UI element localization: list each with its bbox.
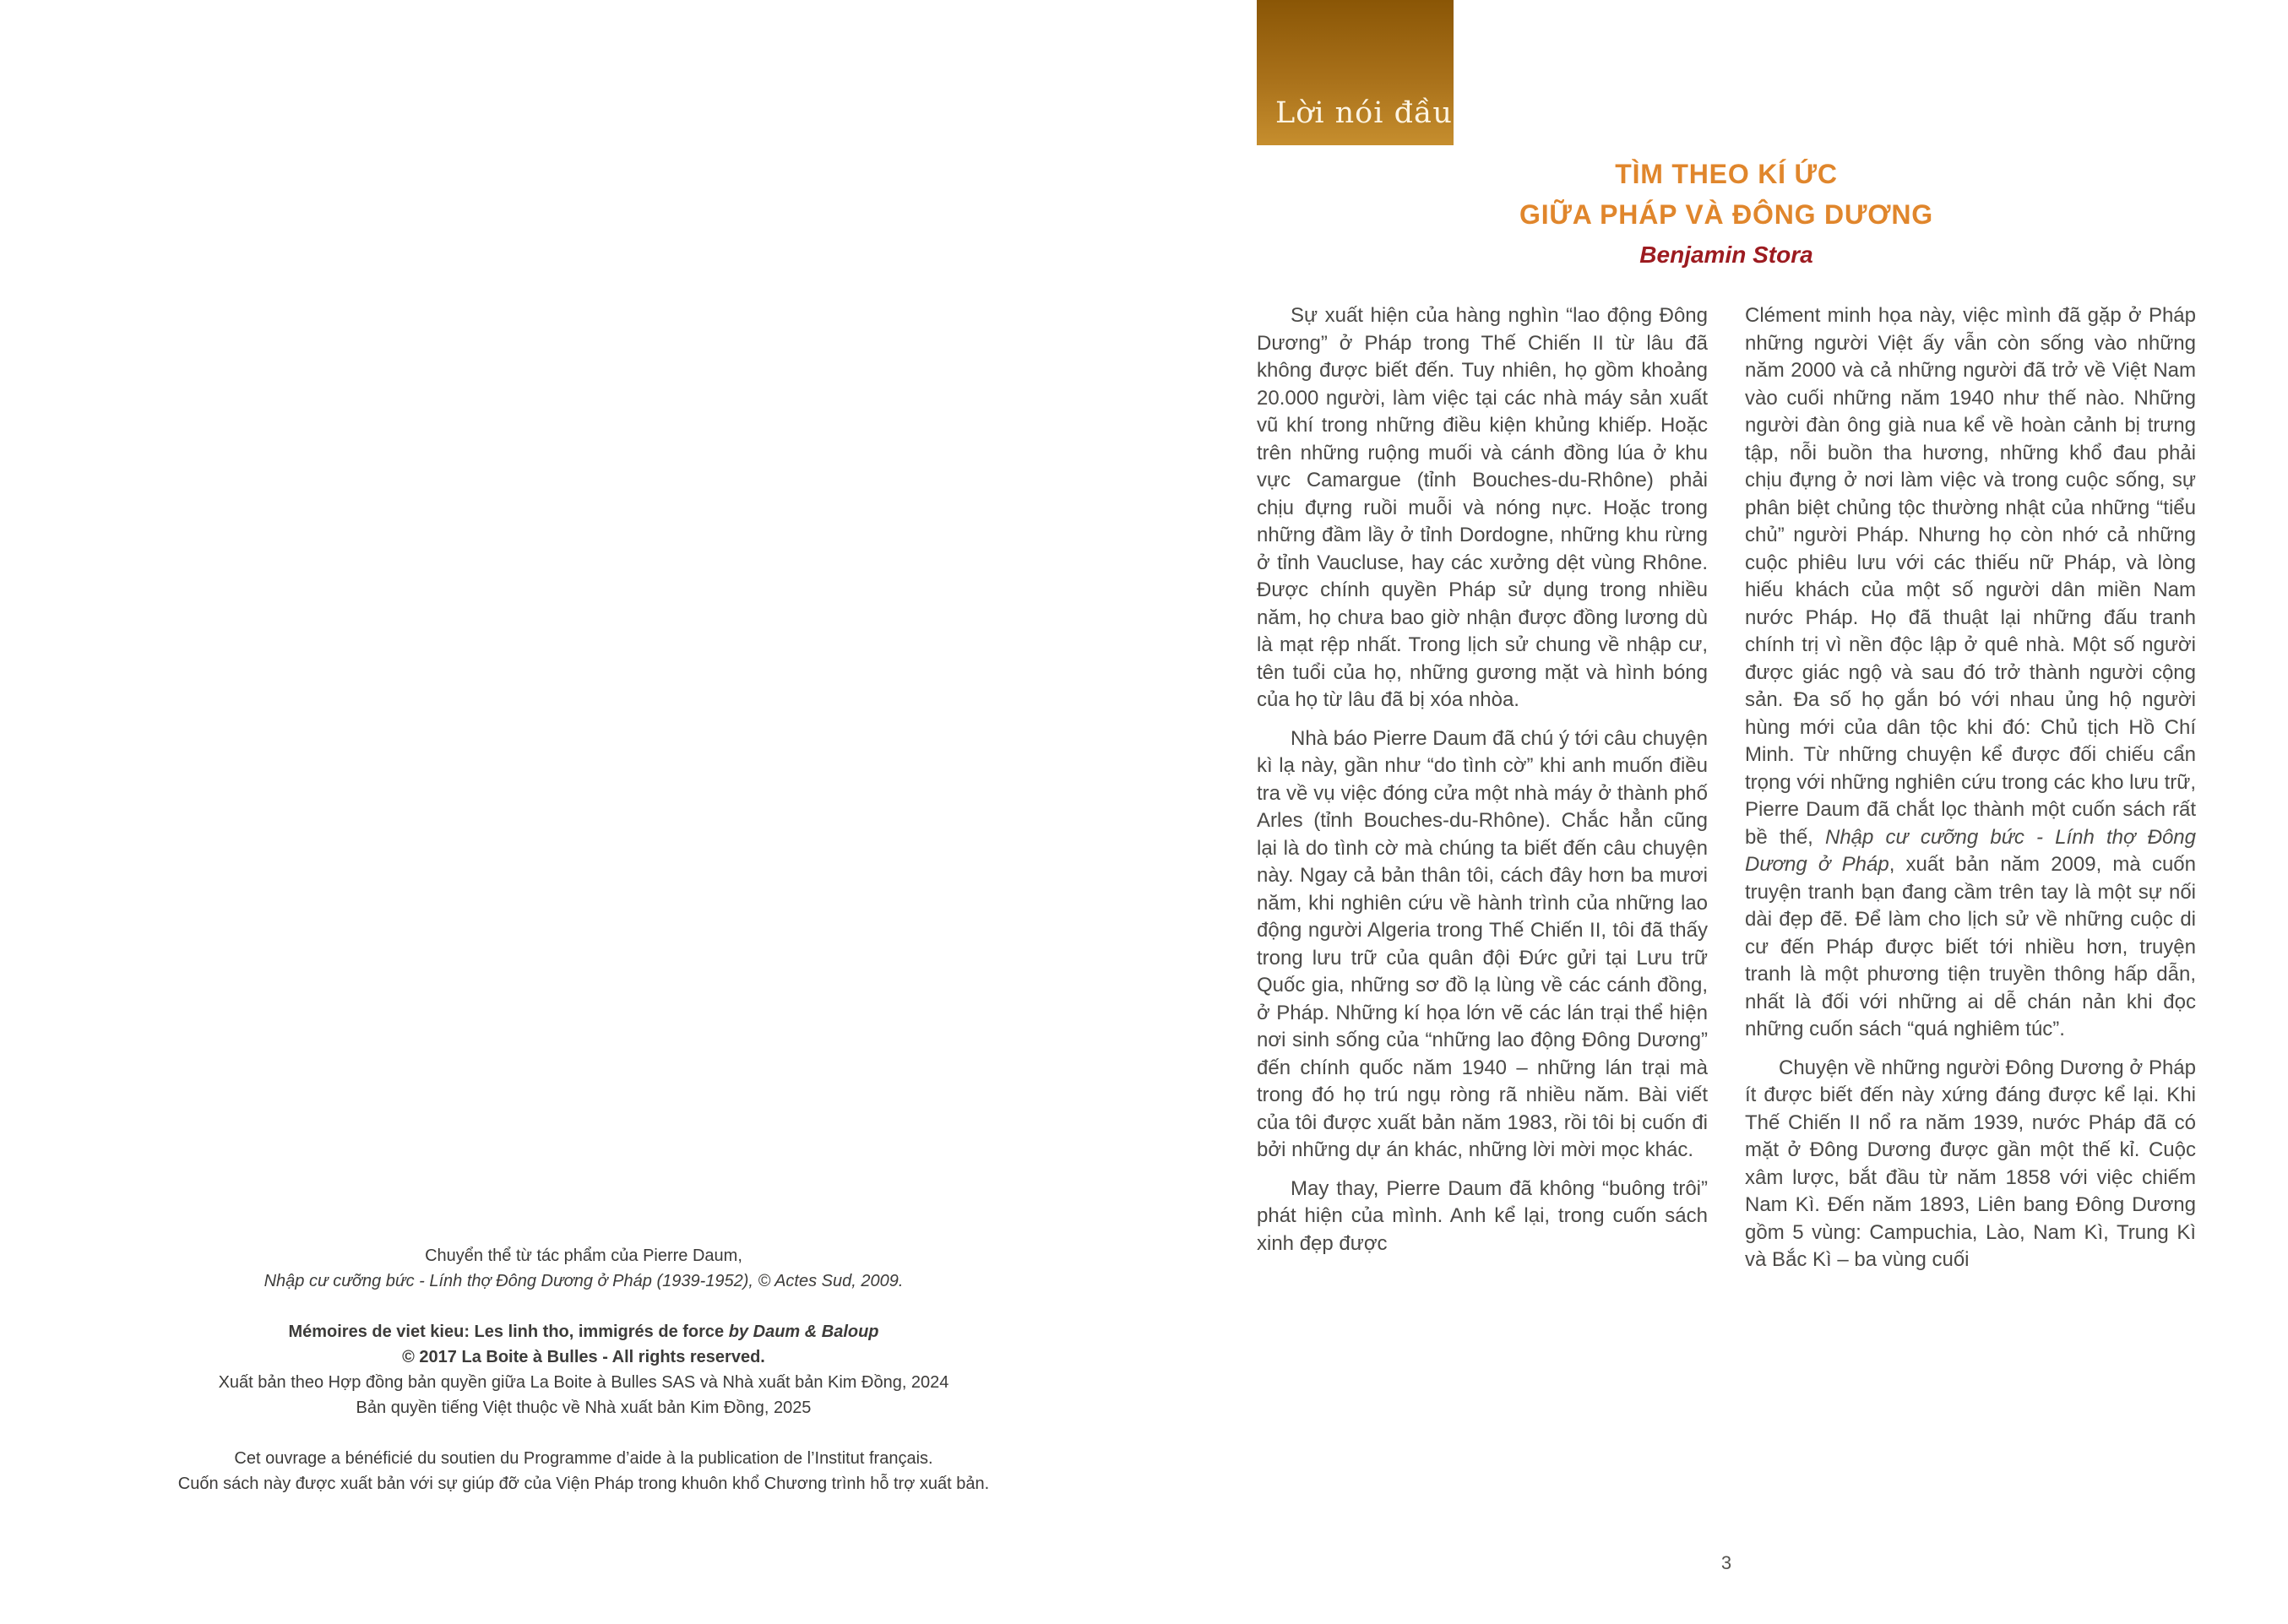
text-run: Chuyện về những người Đông Dương ở Pháp ít được biết đến này xứng đáng được kể lại. Khi Thế Chiến II nổ ra năm 1939, nước Pháp đã có mặt ở Đông Dương được gần một thế kỉ. Cuộc xâm lược, bắt đầu từ năm 1858 với việc chiếm Nam Kì. Đến năm 1893, Liên bang Đông Dương gồm 5 vùng: Campuchia, Lào, Nam Kì, Trung Kì và Bắc Kì – ba vùng cuối — [1745, 1056, 2196, 1271]
text-run: Mémoires de viet kieu: Les linh tho, immigrés de force — [288, 1323, 729, 1341]
credit-group — [84, 1243, 1083, 1294]
text-run: Cet ouvrage a bénéficié du soutien du Programme d’aide à la publication de l’Institut français. — [234, 1449, 933, 1468]
chapter-tab — [1257, 0, 1454, 145]
credit-line — [84, 1344, 1083, 1370]
credit-group — [84, 1319, 1083, 1420]
text-run: by — [728, 1323, 753, 1341]
text-run: Bản quyền tiếng Việt thuộc về Nhà xuất bản Kim Đồng, 2025 — [356, 1399, 812, 1417]
body-paragraph — [1257, 1176, 1708, 1258]
text-run: Nhập cư cưỡng bức - Lính thợ Đông Dương ở Pháp — [1745, 825, 2197, 876]
credit-group — [84, 1446, 1083, 1496]
text-run: Nhập cư cưỡng bức - Lính thợ Đông Dương ở Pháp (1939-1952) — [264, 1272, 749, 1290]
text-run: , xuất bản năm 2009, mà cuốn truyện tranh bạn đang cầm trên tay là một sự nối dài đẹp đẽ. Để làm cho lịch sử về những cuộc di cư đến Pháp được biết tới nhiều hơn, truyện tranh là một phương tiện truyền thông hấp dẫn, nhất là đối với những ai dễ chán nản khi đọc những cuốn sách “quá nghiêm túc”. — [1745, 853, 2197, 1040]
text-column-right — [1745, 302, 2196, 1285]
text-column-left — [1257, 302, 1708, 1285]
title-line-2: GIỮA PHÁP VÀ ĐÔNG DƯƠNG — [1519, 199, 1933, 230]
credit-line — [84, 1471, 1083, 1496]
text-run: Clément minh họa này, việc mình đã gặp ở Pháp những người Việt ấy vẫn còn sống vào những năm 2000 và cả những người đã trở về Việt Nam vào cuối những năm 1940 như thế nào. Những người đàn ông già nua kể về hoàn cảnh bị trưng tập, nỗi buồn tha hương, những khổ đau phải chịu đựng ở nơi làm việc và trong cuộc sống, sự phân biệt chủng tộc thường nhật của những “tiểu chủ” người Pháp. Nhưng họ còn nhớ cả những cuộc phiêu lưu với các thiếu nữ Pháp, và lòng hiếu khách của một số người dân miền Nam nước Pháp. Họ đã thuật lại những đấu tranh chính trị vì nền độc lập ở quê nhà. Một số người được giác ngộ và sau đó trở thành người cộng sản. Đa số họ gắn bó với nhau ủng hộ người hùng mới của dân tộc khi đó: Chủ tịch Hồ Chí Minh. Từ những chuyện kể được đối chiếu cẩn trọng với những nghiên cứu trong các kho lưu trữ, Pierre Daum đã chắt lọc thành một cuốn sách rất bề thế, — [1745, 304, 2196, 849]
chapter-title — [1257, 154, 2196, 235]
body-columns — [1257, 302, 2196, 1285]
page-number: 3 — [1720, 1552, 1732, 1573]
text-run: Nhà báo Pierre Daum đã chú ý tới câu chuyện kì lạ này, gần như “do tình cờ” khi anh muốn điều tra về vụ việc đóng cửa một nhà máy ở thành phố Arles (tỉnh Bouches-du-Rhône). Chắc hẳn cũng lại là do tình cờ mà chúng ta biết đến câu chuyện này. Ngay cả bản thân tôi, cách đây hơn ba mươi năm, khi nghiên cứu về hành trình của những lao động người Algeria trong Thế Chiến II, tôi đã thấy trong lưu trữ của quân đội Đức gửi tại Lưu trữ Quốc gia, những sơ đồ lạ lùng về các cánh đồng, ở Pháp. Những kí họa lớn vẽ các lán trại thể hiện nơi sinh sống của “những lao động Đông Dương” đến chính quốc năm 1940 – những lán trại mà trong đó họ trú ngụ ròng rã nhiều năm. Bài viết của tôi được xuất bản năm 1983, rồi tôi bị cuốn đi bởi những dự án khác, những lời mời mọc khác. — [1257, 726, 1708, 1161]
text-run: Cuốn sách này được xuất bản với sự giúp đỡ của Viện Pháp trong khuôn khổ Chương trình hỗ trợ xuất bản. — [177, 1475, 990, 1493]
title-line-1: TÌM THEO KÍ ỨC — [1615, 159, 1838, 189]
body-paragraph — [1745, 302, 2196, 1044]
credit-line — [84, 1268, 1083, 1294]
text-run: Xuất bản theo Hợp đồng bản quyền giữa La Boite à Bulles SAS và Nhà xuất bản Kim Đồng, 2024 — [218, 1373, 949, 1392]
text-run: Chuyển thể từ tác phẩm của Pierre Daum, — [425, 1247, 742, 1265]
text-run: Daum & Baloup — [753, 1323, 879, 1341]
credit-line — [84, 1370, 1083, 1395]
author-name: Benjamin Stora — [1639, 242, 1813, 268]
body-paragraph — [1745, 1055, 2196, 1274]
body-paragraph — [1257, 302, 1708, 714]
credit-line — [84, 1395, 1083, 1420]
right-page — [1257, 0, 2196, 1624]
text-run: May thay, Pierre Daum đã không “buông trôi” phát hiện của mình. Anh kể lại, trong cuốn sách xinh đẹp được — [1257, 1176, 1708, 1255]
text-run: , © Actes Sud, 2009. — [748, 1272, 904, 1290]
chapter-tab-label: Lời nói đầu — [1275, 96, 1453, 130]
credit-line — [84, 1319, 1083, 1344]
credit-line — [84, 1243, 1083, 1268]
text-run: © 2017 La Boite à Bulles - All rights reserved. — [402, 1348, 765, 1366]
body-paragraph — [1257, 725, 1708, 1165]
text-run: Sự xuất hiện của hàng nghìn “lao động Đông Dương” ở Pháp trong Thế Chiến II từ lâu đã không được biết đến. Tuy nhiên, họ gồm khoảng 20.000 người, làm việc tại các nhà máy sản xuất vũ khí trong những điều kiện khủng khiếp. Hoặc trên những ruộng muối và cánh đồng lúa ở khu vực Camargue (tỉnh Bouches-du-Rhône) phải chịu đựng ruồi muỗi và nóng nực. Hoặc trong những đầm lầy ở tỉnh Dordogne, những khu rừng ở tỉnh Vaucluse, hay các xưởng dệt vùng Rhône. Được chính quyền Pháp sử dụng trong nhiều năm, họ chưa bao giờ nhận được đồng lương dù là mạt rệp nhất. Trong lịch sử chung về nhập cư, tên tuổi của họ, những gương mặt và hình bóng của họ từ lâu đã bị xóa nhòa. — [1257, 304, 1708, 711]
credits-block — [84, 1243, 1083, 1522]
credit-line — [84, 1446, 1083, 1471]
